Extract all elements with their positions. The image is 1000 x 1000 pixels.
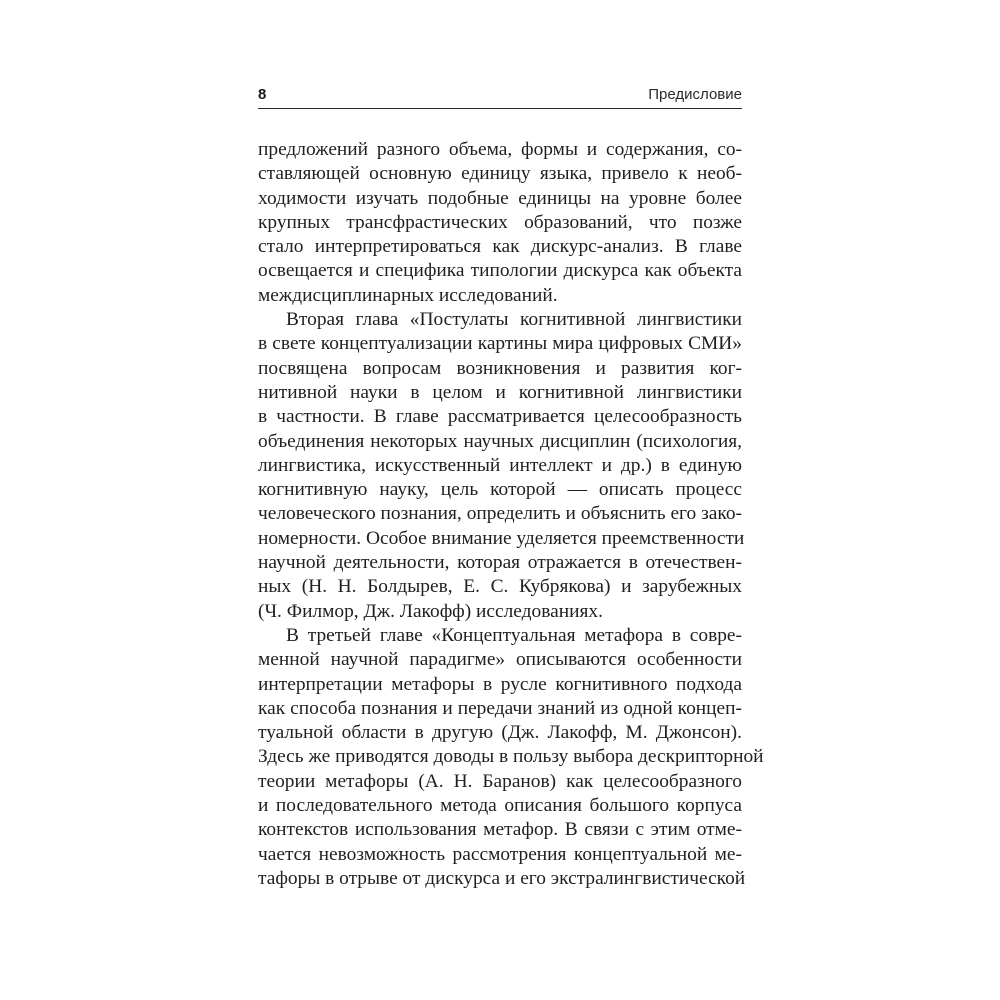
text-line: ставляющей основную единицу языка, привело к необ-: [258, 163, 742, 185]
text-line: чается невозможность рассмотрения концептуальной ме-: [258, 843, 742, 865]
page-number: 8: [258, 86, 267, 103]
text-line: и последовательного метода описания большого корпуса: [258, 795, 742, 817]
text-line: междисциплинарных исследований.: [258, 284, 558, 306]
text-line: научной деятельности, которая отражается в отечествен-: [258, 552, 742, 574]
text-line: предложений разного объема, формы и содержания, со-: [258, 139, 742, 160]
text-line: освещается и специфика типологии дискурса как объекта: [258, 260, 742, 282]
text-line: тафоры в отрыве от дискурса и его экстралингвистической: [258, 867, 746, 889]
text-line: стало интерпретироваться как дискурс-анализ. В главе: [258, 236, 742, 258]
text-line: ных (Н. Н. Болдырев, Е. С. Кубрякова) и зарубежных: [258, 576, 742, 598]
text-line: (Ч. Филмор, Дж. Лакофф) исследованиях.: [258, 600, 603, 622]
text-line: как способа познания и передачи знаний из одной концеп-: [258, 697, 742, 719]
text-line: менной научной парадигме» описываются особенности: [258, 649, 742, 671]
text-line: посвящена вопросам возникновения и развития ког-: [258, 357, 742, 379]
text-line: контекстов использования метафор. В связи с этим отме-: [258, 819, 742, 841]
text-line: объединения некоторых научных дисциплин (психология,: [258, 430, 742, 452]
text-line: ходимости изучать подобные единицы на уровне более: [258, 187, 742, 209]
text-line: в свете концептуализации картины мира цифровых СМИ»: [258, 333, 742, 355]
text-line: В третьей главе «Концептуальная метафора в совре-: [286, 624, 742, 646]
paragraph-2: [258, 308, 745, 624]
text-line: интерпретации метафоры в русле когнитивного подхода: [258, 673, 742, 695]
paragraph-3: [258, 624, 764, 891]
text-line: крупных трансфрастических образований, что позже: [258, 211, 742, 233]
text-line: нитивной науки в целом и когнитивной лингвистики: [258, 381, 742, 403]
text-line: туальной области в другую (Дж. Лакофф, М. Джонсон).: [258, 722, 742, 744]
text-line: Здесь же приводятся доводы в пользу выбора дескрипторной: [258, 746, 764, 768]
text-line: Вторая глава «Постулаты когнитивной лингвистики: [286, 309, 742, 331]
text-line: когнитивную науку, цель которой — описать процесс: [258, 479, 742, 501]
body-text: [258, 138, 764, 891]
text-line: в частности. В главе рассматривается целесообразность: [258, 406, 742, 428]
text-line: лингвистика, искусственный интеллект и др.) в единую: [258, 454, 742, 476]
text-line: теории метафоры (А. Н. Баранов) как целесообразного: [258, 770, 742, 792]
running-head: Предисловие: [648, 86, 742, 103]
paragraph-1: [258, 138, 742, 308]
text-line: человеческого познания, определить и объяснить его зако-: [258, 503, 742, 525]
text-line: номерности. Особое внимание уделяется преемственности: [258, 527, 745, 549]
page-header: [258, 86, 742, 109]
